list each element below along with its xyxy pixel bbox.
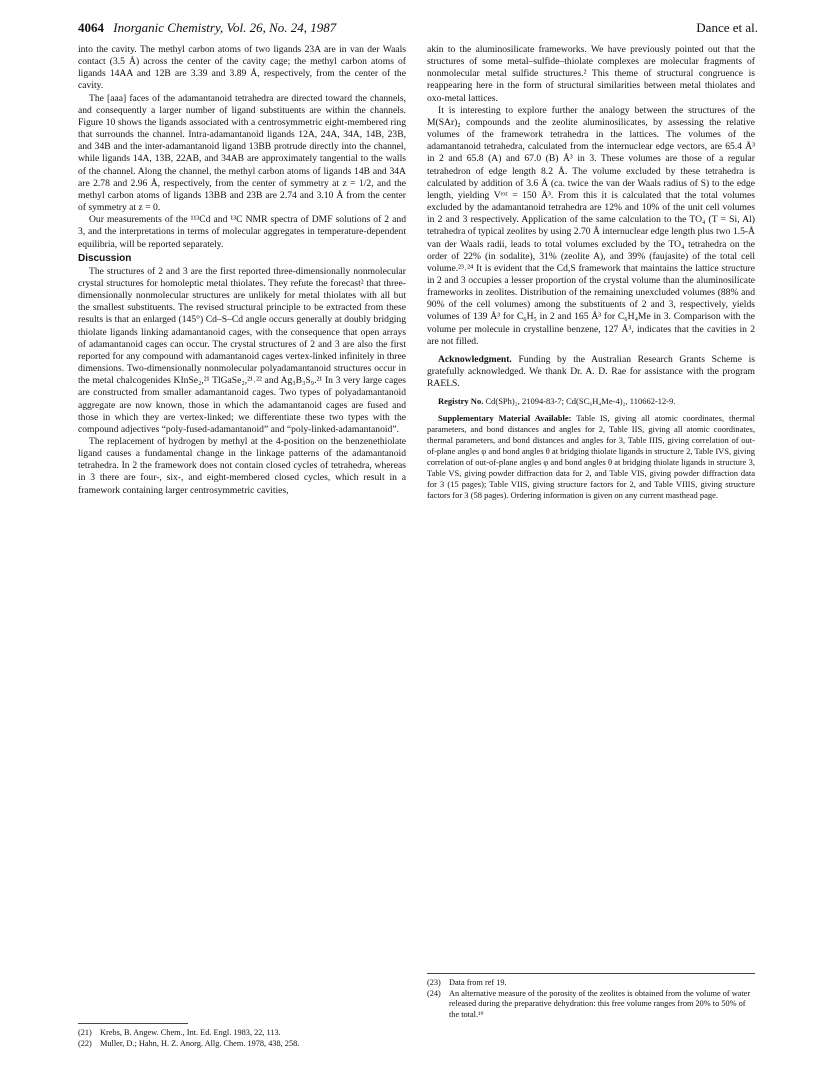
paragraph: The replacement of hydrogen by methyl at the 4-position on the benzenethiolate ligand causes a fundamental change in the linkage patterns of the adamantanoid tetrahedra. In 2 the framework does not contain closed cycles of tetrahedra, whereas in 3 there are four-, six-, and eight-membered closed cycles, which result in a framework containing larger centrosymmetric cavities, (78, 436, 406, 496)
paragraph: into the cavity. The methyl carbon atoms of two ligands 23A are in van der Waals contact (3.5 Å) across the center of the cavity cage; the methyl carbon atoms of ligands 14AA and 12B are 3.39 and 3.89 Å, respectively, from the center of the cavity. (78, 44, 406, 92)
right-column (427, 44, 755, 501)
acknowledgment-heading: Acknowledgment. (438, 353, 512, 365)
paragraph: Our measurements of the ¹¹³Cd and ¹³C NMR spectra of DMF solutions of 2 and 3, and the interpretations in terms of molecular aggregates in temperature-dependent equilibria, will be reported separately. (78, 214, 406, 250)
left-column (78, 44, 406, 497)
footnote-number: (24) (427, 988, 441, 998)
footnotes-right (427, 965, 755, 1020)
page-number: 4064 (78, 20, 104, 35)
footnote-text: Data from ref 19. (449, 978, 507, 987)
journal-citation: Inorganic Chemistry, Vol. 26, No. 24, 1987 (113, 20, 337, 35)
paragraph: The [aaa] faces of the adamantanoid tetrahedra are directed toward the channels, and consequently a larger number of ligand substituents are within the channels. Figure 10 shows the ligands associated with a centrosymmetric eight-membered ring that surrounds the channel. Intra-adamantanoid ligands 12A, 24A, 34A, 14B, 23B, and 34B and the inter-adamantanoid ligand 13BB protrude directly into the channel, while ligands 14A, 13B, 22AB, and 34AB are approximately tangential to the walls of the channel. Along the channel, the methyl carbon atoms of ligands 14B and 34A are 2.78 and 2.96 Å, respectively, from the center of symmetry at z = 1/2, and the methyl carbon atoms of ligands 13BB and 23B are 2.74 and 3.10 Å from the center of symmetry at z = 0. (78, 92, 406, 214)
footnote-number: (22) (78, 1038, 92, 1048)
registry-block (427, 396, 755, 501)
acknowledgment-text: Funding by the Australian Research Grants Scheme is gratefully acknowledged. We thank Dr. A. D. Rae for assistance with the program RAELS. (427, 353, 755, 390)
footnote (427, 978, 755, 989)
footnote (78, 1028, 406, 1039)
running-authors: Dance et al. (696, 20, 758, 35)
footnotes-left (78, 1015, 406, 1049)
paragraph: It is interesting to explore further the analogy between the structures of the M(SAr)₂ compounds and the zeolite aluminosilicates, by assessing the relative volumes of the framework tetrahedra in the lattices. The volumes of the adamantanoid tetrahedra, calculated from the internuclear edge vectors, are 65.4 Å³ in 2 and 65.8 (A) and 67.0 (B) Å³ in 3. These volumes are those of a regular tetrahedron of edge length 8.2 Å. The volume excluded by these tetrahedra is calculated by addition of 3.6 Å (ca. twice the van der Waals radius of S) to the edge length, yielding Vᵉˣᵗ = 150 Å³. From this it is calculated that the total volumes excluded by the adamantanoid tetrahedra are 12% and 10% of the unit cell volumes in 2 and 3 respectively. Application of the same calculation to the TO₄ (T = Si, Al) tetrahedra of typical zeolites by using 2.70 Å internuclear edge length plus two 1.5-Å van der Waals radii, leads to total volumes excluded by the TO₄ tetrahedra on the order of 22% (in sodalite), 31% (zeolite A), and 39% (faujasite) of the total cell volume.²³˒²⁴ It is evident that the Cd,S framework that maintains the lattice structure in 2 and 3 occupies a lesser proportion of the crystal volume than the aluminosilicate frameworks in zeolites. Distribution of the remaining unexcluded volumes (88% and 90% of the cell volumes) among the substituents of 2 and 3, respectively, yields volumes of 139 Å³ for C₆H₅ in 2 and 165 Å³ for C₆H₄Me in 3. Comparison with the volume per molecule in crystalline benzene, 127 Å³, indicates that the cavities in 2 are not filled. (427, 104, 755, 347)
supplementary-text: Table IS, giving all atomic coordinates, thermal parameters, and bond distances and angles for 2, Table IIS, giving all atomic coordinates, thermal parameters, and bond distances and angles for 3, Table IIIS, giving correlation of out-of-plane angles φ and bond angles θ at bridging thiolate ligands in structure 2, Table IVS, giving correlation of out-of-plane angles φ and bond angles θ at bridging thiolate ligands in structure 3, Table VS, giving powder diffraction data for 2, and Table VIS, giving powder diffraction data for 3 (15 pages); Table VIIS, giving structure factors for 2, and Table VIIIS, giving structure factors for 3 (58 pages). Ordering information is given on any current masthead page. (427, 413, 755, 501)
acknowledgment-paragraph (427, 354, 755, 390)
footnote-number: (21) (78, 1028, 92, 1037)
header-left (78, 20, 336, 36)
supplementary-heading: Supplementary Material Available: (438, 413, 572, 424)
footnote (427, 989, 755, 1021)
paragraph: The structures of 2 and 3 are the first reported three-dimensionally nonmolecular crystal structures for homoleptic metal thiolates. They refute the forecast² that three-dimensionally nonmolecular structures are unlikely for metal thiolates with all but the smallest substituents. The revised structural principle to be extracted from these results is that an enlarged (145°) Cd–S–Cd angle occurs generally at doubly bridging thiolate ligands linking adamantanoid cages, with the consequence that open arrays of adamantanoid cages can occur. The crystal structures of 2 and 3 are also the first reported for any compound with adamantanoid cages vertex-linked infinitely in three dimensions. Two-dimensionally nonmolecular polyadamantanoid structures occur in the metal chalcogenides KInSe₂,²¹ TlGaSe₂,²¹˒²² and Ag₃B₃S₉.²¹ In 3 very large cages are constructed from smaller adamantanoid cages. Two types of polyadamantanoid aggregate are now known, those in which the adamantanoid cages are fused and those in which they are vertex-linked; we differentiate these two types with the compound adjectives “poly-fused-adamantanoid” and “poly-linked-adamantanoid”. (78, 265, 406, 435)
footnote-number: (23) (427, 978, 441, 987)
footnote-text: Krebs, B. Angew. Chem., Int. Ed. Engl. 1983, 22, 113. (100, 1028, 281, 1037)
registry-heading: Registry No. (438, 396, 484, 407)
paragraph: akin to the aluminosilicate frameworks. We have previously pointed out that the structures of some metal–sulfide–thiolate complexes are molecular fragments of nonmolecular metal sulfide structures.² This theme of structural congruence is reappearing here in the form of structural similarities between metal thiolates and oxo-metal lattices. (427, 44, 755, 104)
footnote-divider (427, 973, 755, 974)
supplementary-paragraph (427, 413, 755, 501)
footnote-text: An alternative measure of the porosity of the zeolites is obtained from the volume of water released during the preparative dehydration: this free volume ranges from 20% to 50% of the total.¹⁹ (449, 988, 751, 1019)
footnote-text: Muller, D.; Hahn, H. Z. Anorg. Allg. Chem. 1978, 438, 258. (100, 1038, 300, 1048)
registry-paragraph (427, 396, 755, 407)
page-header (78, 20, 758, 40)
footnote (78, 1039, 406, 1050)
registry-text: Cd(SPh)₂, 21094-83-7; Cd(SC₆H₄Me-4)₂, 110662-12-9. (485, 396, 676, 407)
footnote-divider (78, 1023, 188, 1024)
section-heading-discussion: Discussion (78, 252, 132, 264)
